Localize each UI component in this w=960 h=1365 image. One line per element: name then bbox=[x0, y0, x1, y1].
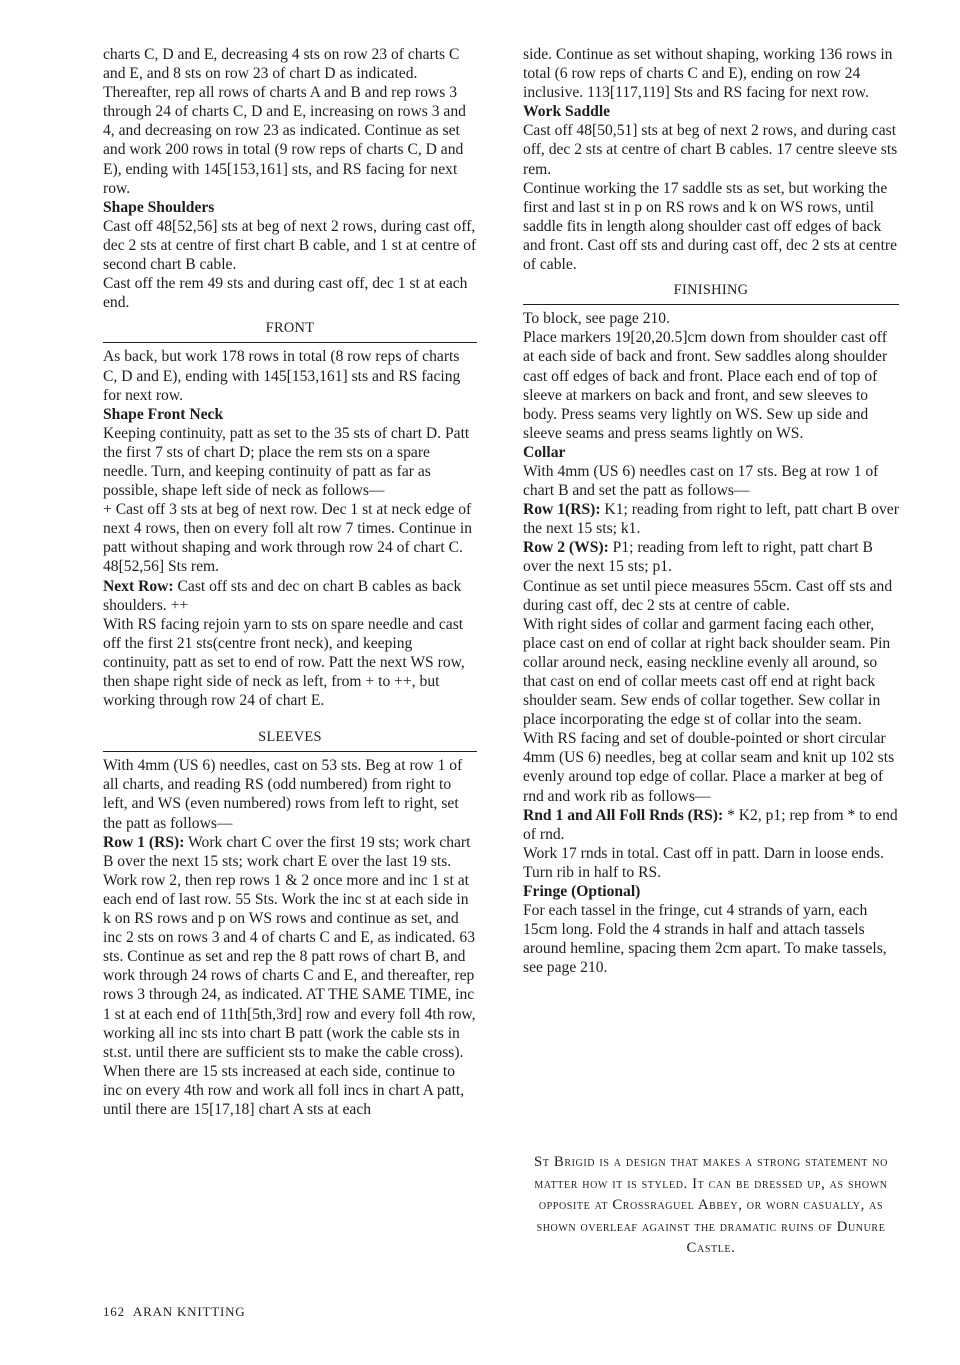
front-rejoin-para: With RS facing rejoin yarn to sts on spare needle and cast off the first 21 sts(centre front neck), and keeping continuity, patt as set to end of row. Patt the next WS row, then shape right side of neck as left, from + to ++, but working through row 24 of chart E. bbox=[103, 615, 465, 710]
finishing-section-title: FINISHING bbox=[523, 281, 899, 305]
next-row-text: Cast off sts and dec on chart B cables as back shoulders. ++ bbox=[103, 577, 462, 614]
page-number: 162 bbox=[103, 1304, 125, 1319]
front-neck-para-1: Keeping continuity, patt as set to the 35 sts of chart D. Patt the first 7 sts of chart D; place the rem sts on a spare needle. Turn, and keeping continuity of patt as far as possible, shape left side of neck as follows— bbox=[103, 424, 470, 500]
sleeves-section-title: SLEEVES bbox=[103, 728, 477, 752]
saddle-para-1: Cast off 48[50,51] sts at beg of next 2 rows, and during cast off, dec 2 sts at centre of chart B cables. 17 centre sleeve sts rem. bbox=[523, 122, 898, 178]
next-row-label: Next Row: bbox=[103, 577, 174, 595]
fringe-heading: Fringe (Optional) bbox=[523, 883, 641, 901]
sleeves-row-1 bbox=[103, 833, 477, 871]
sleeves-intro: With 4mm (US 6) needles, cast on 53 sts. Beg at row 1 of all charts, and reading RS (odd numbered) from right to left, and WS (even numbered) rows from left to right, set the patt as follows— bbox=[103, 757, 463, 832]
rnd-text: * K2, p1; rep from * to end of rnd. bbox=[523, 806, 898, 843]
collar-para-3: With RS facing and set of double-pointed or short circular 4mm (US 6) needles, beg at collar seam and knit up 102 sts evenly around top edge of collar. Place a marker at beg of rnd and work rib as follows— bbox=[523, 730, 895, 805]
collar-row-1-label: Row 1(RS): bbox=[523, 501, 601, 519]
work-saddle-heading: Work Saddle bbox=[523, 103, 611, 121]
front-section-title: FRONT bbox=[103, 319, 477, 343]
finishing-para-2: Place markers 19[20,20.5]cm down from shoulder cast off at each side of back and front. Sew saddles along shoulder cast off edges of back and front. Place each end of top of sleeve at markers on back and front, and sew sleeves to body. Press seams very lightly on WS. Sew up side and sleeve seams and press seams lightly on WS. bbox=[523, 329, 888, 442]
sleeve-continuation: side. Continue as set without shaping, working 136 rows in total (6 row reps of charts C and E), ending on row 24 inclusive. 113[117,119] Sts and RS facing for next row. bbox=[523, 46, 893, 102]
front-intro: As back, but work 178 rows in total (8 row reps of charts C, D and E), ending with 145[153,161] sts and RS facing for next row. bbox=[103, 348, 461, 404]
collar-row-2-label: Row 2 (WS): bbox=[523, 539, 609, 557]
shape-front-neck-heading: Shape Front Neck bbox=[103, 405, 224, 423]
back-continuation: charts C, D and E, decreasing 4 sts on row 23 of charts C and E, and 8 sts on row 23 of chart D as indicated. Thereafter, rep all rows of charts A and B and rep rows 3 through 24 of charts C, D and E, increasing on rows 3 and 4, and decreasing on row 23 as indicated. Continue as set and work 200 rows in total (9 row reps of charts C, D and E), ending with 145[153,161] sts, and RS facing for next row. bbox=[103, 46, 466, 197]
book-title: ARAN KNITTING bbox=[132, 1304, 246, 1319]
front-neck-para-2: + Cast off 3 sts at beg of next row. Dec 1 st at neck edge of next 4 rows, then on every foll alt row 7 times. Continue in patt without shaping and work through row 24 of chart C. 48[52,56] Sts rem. bbox=[103, 501, 472, 576]
next-row-instruction bbox=[103, 577, 477, 615]
left-column bbox=[103, 45, 477, 1119]
fringe-para: For each tassel in the fringe, cut 4 strands of yarn, each 15cm long. Fold the 4 strands in half and attach tassels around hemline, spacing them 2cm apart. To make tassels, see page 210. bbox=[523, 902, 887, 977]
rnd-label: Rnd 1 and All Foll Rnds (RS): bbox=[523, 806, 724, 824]
collar-para-2: With right sides of collar and garment facing each other, place cast on end of collar at right back shoulder seam. Pin collar around neck, easing neckline evenly all around, so that cast on end of collar meets cast off end at right back shoulder seam. Sew ends of collar together. Sew collar in place incorporating the edge st of collar into the seam. bbox=[523, 615, 891, 729]
saddle-para-2: Continue working the 17 saddle sts as set, but working the first and last st in p on RS rows and k on WS rows, until saddle fits in length along shoulder cast off edges of back and front. Cast off sts and during cast off, dec 2 sts at centre of cable. bbox=[523, 179, 898, 274]
page-footer bbox=[103, 1304, 245, 1320]
rnd-instruction bbox=[523, 806, 899, 844]
collar-row-1-text: K1; reading from right to left, patt chart B over the next 15 sts; k1. bbox=[523, 501, 899, 538]
photo-caption: St Brigid is a design that makes a strong statement no matter how it is styled. It can be dressed up, as shown opposite at Crossraguel Abbey, or worn casually, as shown overleaf against the dramatic ruins of Dunure Castle. bbox=[534, 1154, 888, 1256]
collar-intro: With 4mm (US 6) needles cast on 17 sts. Beg at row 1 of chart B and set the patt as follows— bbox=[523, 462, 879, 500]
collar-heading: Collar bbox=[523, 443, 566, 461]
rnd-after-para: Work 17 rnds in total. Cast off in patt. Darn in loose ends. Turn rib in half to RS. bbox=[523, 844, 884, 881]
sleeves-row-1-label: Row 1 (RS): bbox=[103, 833, 185, 851]
collar-row-1 bbox=[523, 500, 899, 538]
collar-row-2-text: P1; reading from left to right, patt chart B over the next 15 sts; p1. bbox=[523, 539, 873, 576]
sleeves-row-1-text: Work chart C over the first 19 sts; work chart B over the next 15 sts; work chart E over the last 19 sts. bbox=[103, 833, 471, 870]
shape-shoulders-para-1: Cast off 48[52,56] sts at beg of next 2 rows, during cast off, dec 2 sts at centre of first chart B cable, and 1 st at centre of second chart B cable. bbox=[103, 217, 477, 274]
shape-shoulders-heading: Shape Shoulders bbox=[103, 198, 215, 216]
sleeves-body: Work row 2, then rep rows 1 & 2 once more and inc 1 st at each end of last row. 55 Sts. Work the inc st at each side in k on RS rows and p on WS rows and continue as set, and inc 2 sts on rows 3 and 4 of charts C and E, as indicated. 63 sts. Continue as set and rep the 8 patt rows of chart B, and work through 24 rows of charts C and E, and thereafter, rep rows 3 through 24, as indicated. AT THE SAME TIME, inc 1 st at each end of 11th[5th,3rd] row and every foll 4th row, working all inc sts into chart B patt (work the cable sts in st.st. until there are sufficient sts to make the cable cross). When there are 15 sts increased at each side, continue to inc on every 4th row and work all foll incs in chart A patt, until there are 15[17,18] chart A sts at each bbox=[103, 871, 476, 1118]
shape-shoulders-para-2: Cast off the rem 49 sts and during cast off, dec 1 st at each end. bbox=[103, 275, 468, 312]
finishing-para-1: To block, see page 210. bbox=[523, 310, 671, 328]
collar-row-2 bbox=[523, 538, 899, 576]
collar-para-1: Continue as set until piece measures 55cm. Cast off sts and during cast off, dec 2 sts at centre of cable. bbox=[523, 577, 893, 614]
right-column bbox=[523, 45, 899, 978]
